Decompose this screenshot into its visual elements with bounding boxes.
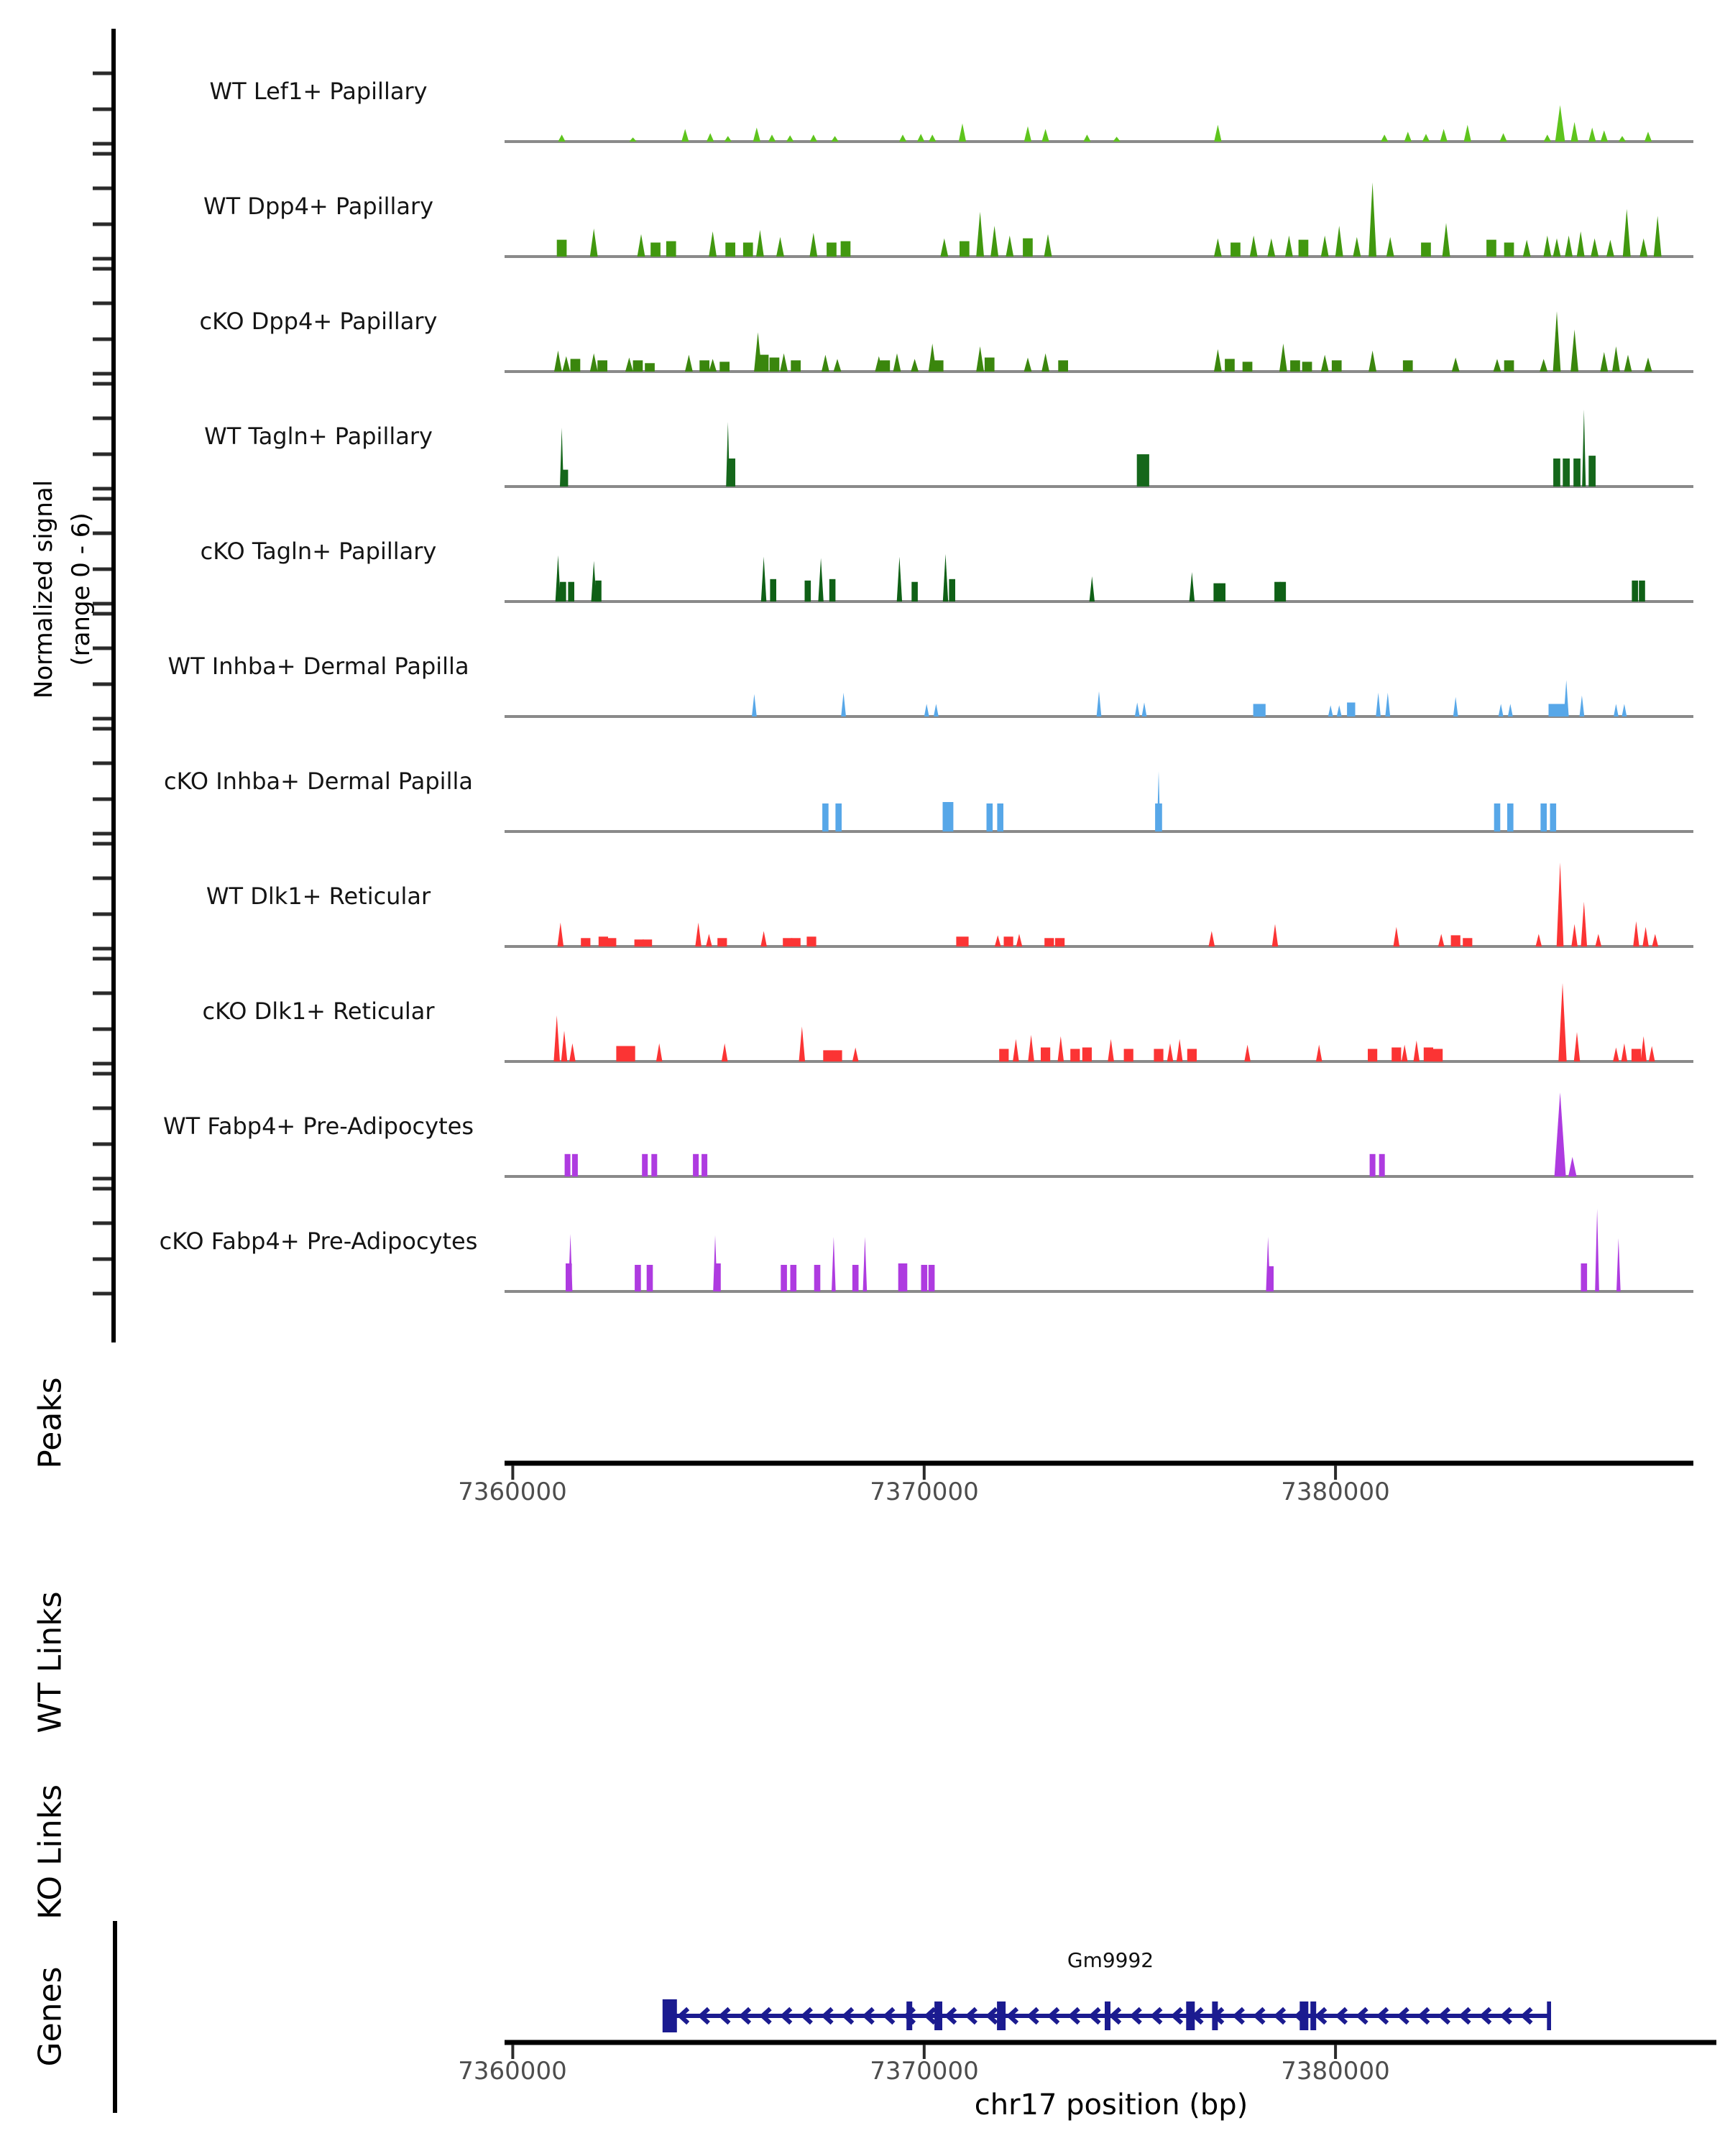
section-label-wt-links: WT Links: [32, 1591, 69, 1733]
track-label: cKO Inhba+ Dermal Papilla: [164, 768, 473, 795]
track-label: WT Inhba+ Dermal Papilla: [167, 653, 469, 680]
track-label: WT Tagln+ Papillary: [204, 423, 433, 450]
track-label: cKO Fabp4+ Pre-Adipocytes: [159, 1227, 478, 1255]
y-axis-label-line2: (range 0 - 6): [67, 512, 96, 666]
x-tick-label: 7370000: [870, 1478, 979, 1506]
section-label-ko-links: KO Links: [32, 1784, 69, 1920]
track-label: cKO Tagln+ Papillary: [200, 538, 437, 565]
section-label-genes: Genes: [32, 1966, 69, 2067]
track-label: cKO Dlk1+ Reticular: [202, 998, 435, 1025]
track-label: WT Dlk1+ Reticular: [206, 883, 431, 910]
section-label-peaks: Peaks: [32, 1377, 69, 1469]
x-tick-label: 7360000: [458, 1478, 567, 1506]
x-tick-label: 7380000: [1281, 2057, 1390, 2086]
gene-name-label: Gm9992: [1067, 1948, 1154, 1972]
x-tick-label: 7370000: [870, 2057, 979, 2086]
y-axis-label-line1: Normalized signal: [29, 479, 58, 699]
track-label: cKO Dpp4+ Papillary: [199, 308, 438, 335]
x-tick-label: 7360000: [458, 2057, 567, 2086]
track-label: WT Lef1+ Papillary: [209, 78, 428, 105]
x-tick-label: 7380000: [1281, 1478, 1390, 1506]
track-label: WT Fabp4+ Pre-Adipocytes: [163, 1112, 474, 1140]
track-label: WT Dpp4+ Papillary: [203, 193, 434, 220]
x-axis-title: chr17 position (bp): [974, 2088, 1248, 2122]
